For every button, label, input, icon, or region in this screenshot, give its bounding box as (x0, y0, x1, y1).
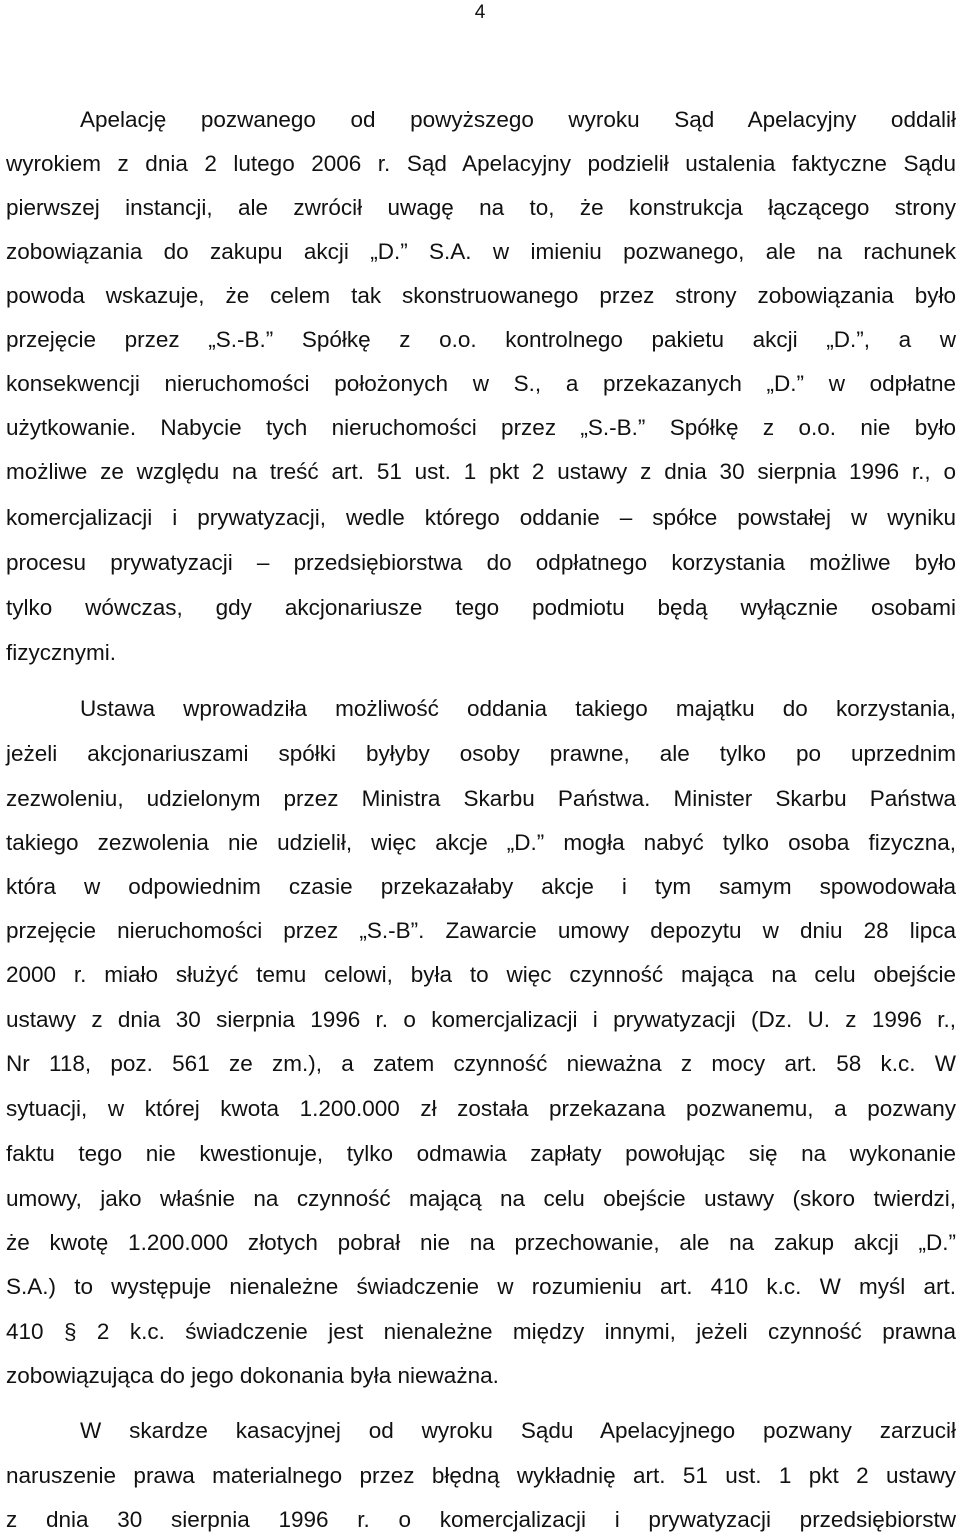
text-line: 410 § 2 k.c. świadczenie jest nienależne między innymi, jeżeli czynność prawna (6, 1319, 956, 1344)
text-line: która w odpowiednim czasie przekazałaby akcje i tym samym spowodowała (6, 874, 956, 899)
text-line: naruszenie prawa materialnego przez błędną wykładnię art. 51 ust. 1 pkt 2 ustawy (6, 1463, 956, 1488)
text-line: fizycznymi. (6, 640, 117, 665)
text-line: ustawy z dnia 30 sierpnia 1996 r. o komercjalizacji i prywatyzacji (Dz. U. z 1996 r., (6, 1007, 956, 1032)
text-line: takiego zezwolenia nie udzielił, więc akcje „D.” mogła nabyć tylko osoba fizyczna, (6, 830, 956, 855)
text-line: z dnia 30 sierpnia 1996 r. o komercjalizacji i prywatyzacji przedsiębiorstw (6, 1507, 956, 1532)
text-line: użytkowanie. Nabycie tych nieruchomości przez „S.-B.” Spółkę z o.o. nie było (6, 415, 956, 440)
text-line: komercjalizacji i prywatyzacji, wedle którego oddanie – spółce powstałej w wyniku (6, 505, 956, 530)
page-number: 4 (474, 2, 486, 23)
text-line: Nr 118, poz. 561 ze zm.), a zatem czynność nieważna z mocy art. 58 k.c. W (6, 1051, 956, 1076)
text-line: 2000 r. miało służyć temu celowi, była to więc czynność mająca na celu obejście (6, 962, 956, 987)
text-line: Ustawa wprowadziła możliwość oddania takiego majątku do korzystania, (80, 696, 956, 721)
text-line: konsekwencji nieruchomości położonych w S., a przekazanych „D.” w odpłatne (6, 371, 956, 396)
text-line: wyrokiem z dnia 2 lutego 2006 r. Sąd Apelacyjny podzielił ustalenia faktyczne Sądu (6, 151, 956, 176)
text-line: zobowiązująca do jego dokonania była nieważna. (6, 1363, 499, 1388)
text-line: umowy, jako właśnie na czynność mającą na celu obejście ustawy (skoro twierdzi, (6, 1186, 956, 1211)
text-line: jeżeli akcjonariuszami spółki byłyby osoby prawne, ale tylko po uprzednim (6, 741, 956, 766)
text-line: Apelację pozwanego od powyższego wyroku Sąd Apelacyjny oddalił (80, 107, 956, 132)
text-line: zezwoleniu, udzielonym przez Ministra Skarbu Państwa. Minister Skarbu Państwa (6, 786, 956, 811)
text-line: przejęcie przez „S.-B.” Spółkę z o.o. kontrolnego pakietu akcji „D.”, a w (6, 327, 956, 352)
text-line: faktu tego nie kwestionuje, tylko odmawia zapłaty powołując się na wykonanie (6, 1141, 956, 1166)
text-line: tylko wówczas, gdy akcjonariusze tego podmiotu będą wyłącznie osobami (6, 595, 956, 620)
text-line: przejęcie nieruchomości przez „S.-B”. Zawarcie umowy depozytu w dniu 28 lipca (6, 918, 956, 943)
text-line: możliwe ze względu na treść art. 51 ust. 1 pkt 2 ustawy z dnia 30 sierpnia 1996 r., o (6, 459, 956, 484)
text-line: zobowiązania do zakupu akcji „D.” S.A. w imieniu pozwanego, ale na rachunek (6, 239, 956, 264)
text-line: powoda wskazuje, że celem tak skonstruowanego przez strony zobowiązania było (6, 283, 956, 308)
text-line: procesu prywatyzacji – przedsiębiorstwa do odpłatnego korzystania możliwe było (6, 550, 956, 575)
text-line: S.A.) to występuje nienależne świadczenie w rozumieniu art. 410 k.c. W myśl art. (6, 1274, 956, 1299)
text-line: W skardze kasacyjnej od wyroku Sądu Apelacyjnego pozwany zarzucił (80, 1418, 956, 1443)
text-line: że kwotę 1.200.000 złotych pobrał nie na przechowanie, ale na zakup akcji „D.” (6, 1230, 956, 1255)
text-line: pierwszej instancji, ale zwrócił uwagę na to, że konstrukcja łączącego strony (6, 195, 956, 220)
text-line: sytuacji, w której kwota 1.200.000 zł została przekazana pozwanemu, a pozwany (6, 1096, 956, 1121)
